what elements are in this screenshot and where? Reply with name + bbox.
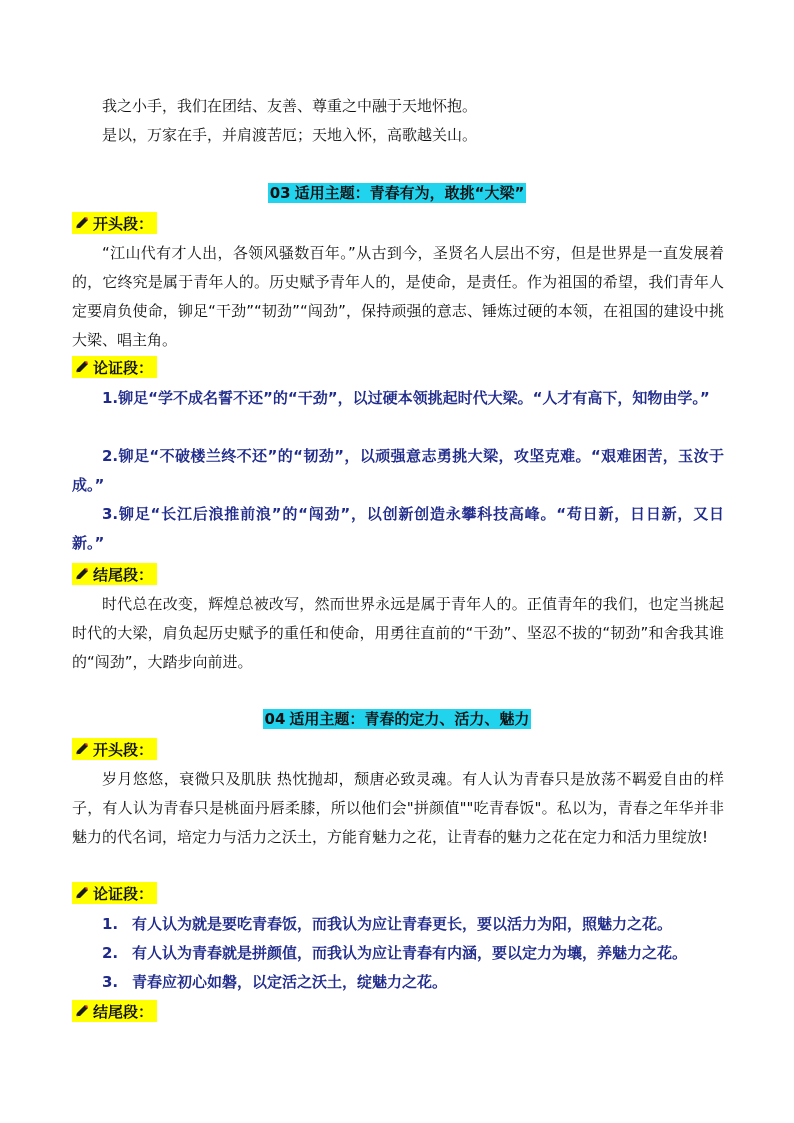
- section-3-opening-label: [72, 212, 157, 234]
- section-3-argument-label-text: 论证段：: [93, 358, 154, 377]
- pencil-icon: [74, 566, 90, 582]
- section-4-heading: [0, 708, 794, 730]
- section-4-opening-label-text: 开头段：: [93, 740, 154, 759]
- pencil-icon: [74, 1003, 90, 1019]
- section-4-argument-label-text: 论证段：: [93, 884, 154, 903]
- section-4-number: 04: [264, 710, 286, 728]
- top-text-line-1: 我之小手，我们在团结、友善、尊重之中融于天地怀抱。: [102, 97, 478, 115]
- list-text: 有人认为就是要吃青春饭，而我认为应让青春更长，要以活力为阳，照魅力之花。: [132, 915, 673, 933]
- section-3-opening-label-text: 开头段：: [93, 214, 154, 233]
- pencil-icon: [74, 741, 90, 757]
- section-3-ending-label: [72, 563, 157, 585]
- section-4-argument-1: [102, 910, 724, 939]
- list-number: 3.: [102, 973, 119, 991]
- list-text: 青春应初心如磐，以定活之沃土，绽魅力之花。: [132, 973, 448, 991]
- list-number: 2.: [102, 944, 119, 962]
- section-4-argument-label: [72, 882, 157, 904]
- section-4-ending-label-text: 结尾段：: [93, 1002, 154, 1021]
- section-3-heading: [0, 182, 794, 204]
- section-3-number: 03: [269, 184, 291, 202]
- section-3-ending-paragraph: 时代总在改变，辉煌总被改写，然而世界永远是属于青年人的。正值青年的我们，也定当挑起时代的大梁，肩负起历史赋予的重任和使命，用勇往直前的“干劲”、坚忍不拔的“韧劲”和舍我其谁的“闯劲”，大踏步向前进。: [72, 595, 724, 671]
- section-4-argument-3: [102, 968, 724, 997]
- section-3-opening-paragraph: “江山代有才人出，各领风骚数百年。”从古到今，圣贤名人层出不穷，但是世界是一直发展着的，它终究是属于青年人的。历史赋予青年人的，是使命，是责任。作为祖国的希望，我们青年人定要肩负使命，铆足“干劲”“韧劲”“闯劲”，保持顽强的意志、锤炼过硬的本领，在祖国的建设中挑大梁、唱主角。: [72, 244, 724, 349]
- section-3-title: 适用主题：青春有为，敢挑“大梁”: [294, 184, 525, 202]
- section-4-opening-label: [72, 738, 157, 760]
- section-3-argument-2: 2.铆足“不破楼兰终不还”的“韧劲”，以顽强意志勇挑大梁，攻坚克难。“艰难困苦，玉汝于成。”: [72, 447, 724, 494]
- section-3-ending-label-text: 结尾段：: [93, 565, 154, 584]
- section-3-argument-label: [72, 356, 157, 378]
- list-text: 有人认为青春就是拼颜值，而我认为应让青春有内涵，要以定力为壤，养魅力之花。: [132, 944, 688, 962]
- top-text-line-2: 是以，万家在手，并肩渡苦厄；天地入怀，高歌越关山。: [102, 126, 478, 144]
- pencil-icon: [74, 215, 90, 231]
- list-number: 1.: [102, 915, 119, 933]
- section-4-title: 适用主题：青春的定力、活力、魅力: [289, 710, 530, 728]
- pencil-icon: [74, 359, 90, 375]
- section-4-argument-2: [102, 939, 724, 968]
- section-4-opening-paragraph: 岁月悠悠，衰微只及肌肤 热忱抛却，颓唐必致灵魂。有人认为青春只是放荡不羁爱自由的样子，有人认为青春只是桃面丹唇柔膝，所以他们会"拼颜值""吃青春饭"。私以为，青春之年华并非魅力的代名词，培定力与活力之沃土，方能育魅力之花，让青春的魅力之花在定力和活力里绽放!: [72, 770, 724, 846]
- section-3-argument-1: 1.铆足“学不成名誓不还”的“干劲”，以过硬本领挑起时代大梁。“人才有高下，知物由学。”: [102, 389, 710, 407]
- section-3-argument-3: 3.铆足“长江后浪推前浪”的“闯劲”，以创新创造永攀科技高峰。“苟日新，日日新，又日新。”: [72, 505, 724, 552]
- pencil-icon: [74, 885, 90, 901]
- section-4-ending-label: [72, 1000, 157, 1022]
